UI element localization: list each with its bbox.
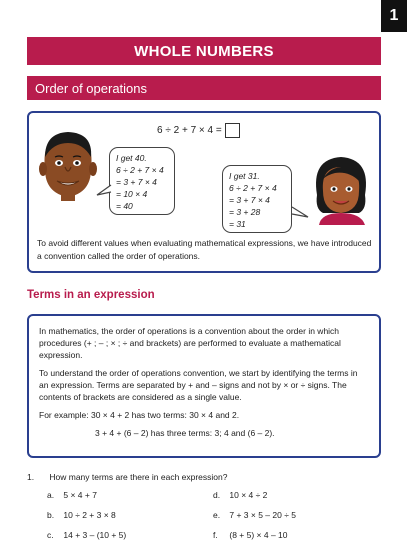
bubble-line: = 3 + 28 [229,207,261,217]
part-label: f. [213,530,218,540]
terms-example-1: For example: 30 × 4 + 2 has two terms: 30 × 4 and 2. [39,410,240,420]
terms-example-2: 3 + 4 + (6 – 2) has three terms: 3; 4 and (6 – 2). [95,428,275,438]
part-label: c. [47,530,54,540]
intro-paragraph: To avoid different values when evaluating mathematical expressions, we have introduced a convention called the order of operations. [37,238,372,261]
chapter-title: WHOLE NUMBERS [27,37,381,65]
terms-box [27,314,381,458]
boy-illustration [35,127,101,201]
girl-illustration [309,151,373,225]
intro-box [27,111,381,273]
part-expression: (8 + 5) × 4 – 10 [229,530,288,540]
bubble-line: = 31 [229,219,246,229]
boy-speech-bubble [109,147,175,215]
problem-statement [157,123,240,138]
terms-heading: Terms in an expression [27,289,155,301]
question-part-e [213,510,296,520]
part-expression: 10 × 4 ÷ 2 [229,490,268,500]
answer-box [225,123,240,138]
part-label: d. [213,490,221,500]
section-title: Order of operations [27,76,381,100]
bubble-line: = 3 + 7 × 4 [116,177,157,187]
question-part-b [47,510,116,520]
bubble-line: I get 40. [116,153,147,163]
question-part-d [213,490,267,500]
part-label: a. [47,490,55,500]
problem-expression: 6 ÷ 2 + 7 × 4 = [157,125,222,136]
bubble-line: = 10 × 4 [116,189,148,199]
part-expression: 7 + 3 × 5 – 20 ÷ 5 [229,510,296,520]
terms-paragraph-1: In mathematics, the order of operations is a convention about the order in which procedures (+ ; – ; × ; ÷ and brackets) are performed to evaluate a mathematical expression. [39,326,341,360]
question-1 [27,472,228,482]
boy-bubble-tail [95,183,113,197]
question-number: 1. [27,472,35,482]
bubble-line: = 40 [116,201,133,211]
page-number-tab: 1 [381,0,407,32]
part-expression: 10 ÷ 2 + 3 × 8 [63,510,116,520]
girl-speech-bubble [222,165,292,233]
part-expression: 5 × 4 + 7 [63,490,97,500]
question-part-f [213,530,288,540]
bubble-line: I get 31. [229,171,260,181]
part-expression: 14 + 3 – (10 + 5) [63,530,127,540]
terms-paragraph-2: To understand the order of operations convention, we start by identifying the terms in an expression. Terms are separated by + and – signs and not by × or ÷ signs. The contents of brackets are considered as a single value. [39,368,358,402]
bubble-line: 6 ÷ 2 + 7 × 4 [229,183,277,193]
question-part-a [47,490,97,500]
part-label: e. [213,510,221,520]
part-label: b. [47,510,55,520]
bubble-line: = 3 + 7 × 4 [229,195,270,205]
girl-bubble-tail [290,205,310,219]
question-part-c [47,530,126,540]
bubble-line: 6 ÷ 2 + 7 × 4 [116,165,164,175]
question-text: How many terms are there in each expression? [49,472,228,482]
